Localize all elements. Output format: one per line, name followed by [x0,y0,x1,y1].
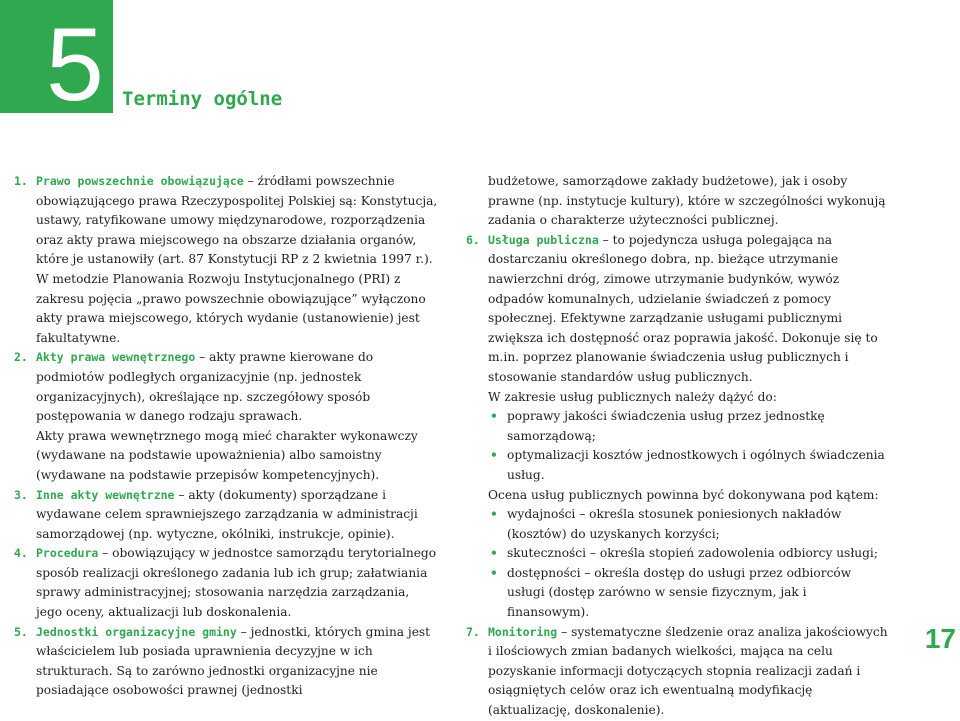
services-goals-list [466,407,892,485]
definition-item-5 [14,623,438,701]
term-label: Usługa publiczna [488,232,599,247]
page-number: 17 [924,623,956,654]
list-item: • poprawy jakości świadczenia usług przez jednostkę samorządową; [490,409,825,443]
definition-item-3 [14,486,438,545]
list-item: • dostępności – określa dostęp do usługi przez odbiorców usługi (dostęp zarówno w sensie fizycznym, jak i finansowym). [490,565,852,620]
chapter-number: 5 [46,7,100,123]
definition-item-4 [14,544,438,622]
definition-text: – to pojedyncza usługa polegająca na dostarczaniu określonego dobra, np. bieżące utrzymanie nawierzchni dróg, zimowe utrzymanie budynków, wywóz odpadów komunalnych, udzielanie świadczeń z pomocy społecznej. Efektywne zarządzanie usługami publicznymi zwiększa ich dostępność oraz poprawia jakość. Dokonuje się to m.in. poprzez planowanie świadczenia usług publicznych i stosowanie standardów usług publicznych. [488,232,878,384]
item-number: 1. [14,174,28,188]
bullet-icon: • [490,565,498,580]
term-label: Inne akty wewnętrzne [36,487,175,502]
term-label: Akty prawa wewnętrznego [36,350,196,365]
term-label: Monitoring [488,624,558,639]
definition-item-1 [14,172,438,348]
bullet-icon: • [490,448,498,463]
right-column [466,172,892,721]
term-label: Prawo powszechnie obowiązujące [36,174,244,188]
definition-text: – jednostki, których gmina jest właścicielem lub posiada uprawnienia decyzyjne w ich strukturach. Są to zarówno jednostki organizacyjne nie posiadające osobowości prawnej (jednostki [36,624,431,698]
item-number: 4. [14,546,28,561]
definition-item-2 [14,348,438,426]
bullet-icon: • [490,546,498,561]
definition-text: – akty prawne kierowane do podmiotów podległych organizacyjnie (np. jednostek organizacyjnych), określające np. szczegółowy sposób postępowania w danego rodzaju sprawach. [36,350,374,424]
definition-text: – obowiązujący w jednostce samorządu terytorialnego sposób realizacji określonego zadania lub ich grup; załatwiania sprawy administracyjnej; stosowania narzędzia zarządzania, jego oceny, aktualizacji lub doskonalenia. [36,546,437,620]
definition-text: – systematyczne śledzenie oraz analiza jakościowych i ilościowych zmian badanych wielkości, mająca na celu pozyskanie informacji dotyczących stopnia realizacji zadań i osiągniętych celów oraz ich ewentualną modyfikację (aktualizację, doskonalenie). [488,624,888,718]
left-column [14,172,438,701]
definition-item-5-continuation: budżetowe, samorządowe zakłady budżetowe), jak i osoby prawne (np. instytucje kultury), które w szczególności wykonują zadania o charakterze użyteczności publicznej. [488,174,886,228]
bullet-icon: • [490,409,498,424]
services-goals-intro: W zakresie usług publicznych należy dążyć do: [488,389,777,404]
services-evaluation-list [466,505,892,623]
term-label: Jednostki organizacyjne gminy [36,624,237,639]
bullet-icon: • [490,507,498,522]
definition-text: – akty (dokumenty) sporządzane i wydawane celem sprawniejszego zarządzania w administracji samorządowej (np. wytyczne, okólniki, instrukcje, opinie). [36,487,418,541]
services-evaluation-intro: Ocena usług publicznych powinna być dokonywana pod kątem: [488,487,879,502]
list-item: • skuteczności – określa stopień zadowolenia odbiorcy usługi; [466,544,892,564]
item-number: 2. [14,350,28,365]
term-label: Procedura [36,546,99,561]
definition-item-6 [466,231,892,388]
definition-text: – źródłami powszechnie obowiązującego prawa Rzeczypospolitej Polskiej są: Konstytucja, ustawy, ratyfikowane umowy międzynarodowe, rozporządzenia oraz akty prawa miejscowego na obszarze działania organów, które je ustanowiły (art. 87 Konstytucji RP z 2 kwietnia 1997 r.). W metodzie Planowania Rozwoju Instytucjonalnego (PRI) z zakresu pojęcia „prawo powszechnie obowiązujące” wyłączono akty prawa miejscowego, których wydanie (ustanowienie) jest fakultatywne. [36,174,438,345]
definition-item-7 [466,623,892,721]
item-number: 7. [466,624,480,639]
list-item: • wydajności – określa stosunek poniesionych nakładów (kosztów) do uzyskanych korzyści; [490,507,842,541]
definition-item-2-extra: Akty prawa wewnętrznego mogą mieć charakter wykonawczy (wydawane na podstawie upoważnienia) albo samoistny (wydawane na podstawie przepisów kompetencyjnych). [36,428,418,482]
item-number: 5. [14,624,28,639]
list-item: • optymalizacji kosztów jednostkowych i ogólnych świadczenia usług. [490,448,885,482]
chapter-number-box [0,0,113,123]
item-number: 6. [466,232,480,247]
item-number: 3. [14,487,28,502]
chapter-title: Terminy ogólne [122,88,283,110]
